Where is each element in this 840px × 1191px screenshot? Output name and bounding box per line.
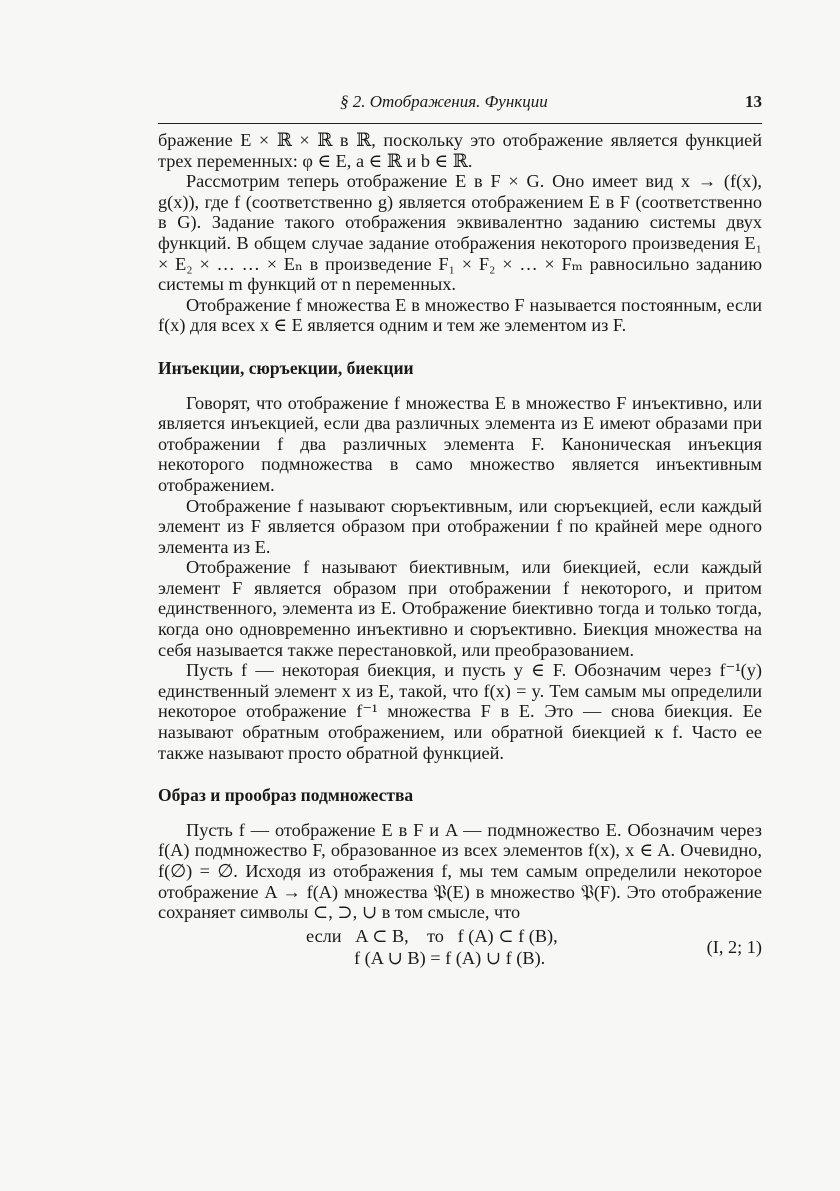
section-heading-image: Образ и прообраз подмножества [158,785,414,806]
paragraph-3: Отображение f множества E в множество F называется постоянным, если f(x) для всех x ∈ E является одним и тем же элементом из F. [158,294,762,336]
formula-line-2: f (A ∪ B) = f (A) ∪ f (B). [354,947,546,968]
page-body [158,130,762,970]
page-number: 13 [745,92,762,111]
formula-block [158,926,762,970]
paragraph-1: бражение E × ℝ × ℝ в ℝ, поскольку это отображение является функцией трех переменных: φ ∈ E, a ∈ ℝ и b ∈ ℝ. [158,130,762,171]
paragraph-8: Пусть f — отображение E в F и A — подмножество E. Обозначим через f(A) подмножество F, образованное из всех элементов f(x), x ∈ A. Очевидно, f(∅) = ∅. Исходя из отображения f, мы тем самым определили некоторое отображение A → f(A) множества 𝔓(E) в множество 𝔓(F). Это отображение сохраняет символы ⊂, ⊃, ∪ в том смысле, что [158,819,762,923]
paragraph-4: Говорят, что отображение f множества E в множество F инъективно, или является инъекцией, если два различных элемента из E имеют образами при отображении f два различных элемента F. Каноническая инъекция некоторого подмножества в само множество является инъективным отображением. [158,392,762,495]
formula-label: (I, 2; 1) [706,936,762,957]
paragraph-2: Рассмотрим теперь отображение E в F × G. Оно имеет вид x → (f(x), g(x)), где f (соответственно g) является отображением E в F (соответственно в G). Задание такого отображения эквивалентно заданию системы двух функций. В общем случае задание отображения некоторого произведения E₁ × E₂ × … … × Eₙ в произведение F₁ × F₂ × … × Fₘ равносильно заданию системы m функций от n переменных. [158,171,762,295]
paragraph-5: Отображение f называют сюръективным, или сюръекцией, если каждый элемент из F является образом при отображении f по крайней мере одного элемента из E. [158,495,763,557]
paragraph-6: Отображение f называют биективным, или биекцией, если каждый элемент F является образом при отображении f некоторого, и притом единственного, элемента из E. Отображение биективно тогда и только тогда, когда оно одновременно инъективно и сюръективно. Биекция множества на себя называется также перестановкой, или преобразованием. [158,557,762,660]
paragraph-7: Пусть f — некоторая биекция, и пусть y ∈ F. Обозначим через f⁻¹(y) единственный элемент x из E, такой, что f(x) = y. Тем самым мы определили некоторое отображение f⁻¹ множества F в E. Это — снова биекция. Ее называют обратным отображением, или обратной биекцией к f. Часто ее также называют просто обратной функцией. [158,660,762,763]
page-header [158,92,762,116]
header-rule [158,123,762,124]
formula-line-1: если A ⊂ B, то f (A) ⊂ f (B), [306,925,558,946]
section-heading-injections: Инъекции, сюръекции, биекции [158,357,414,378]
running-head: § 2. Отображения. Функции [340,92,548,111]
